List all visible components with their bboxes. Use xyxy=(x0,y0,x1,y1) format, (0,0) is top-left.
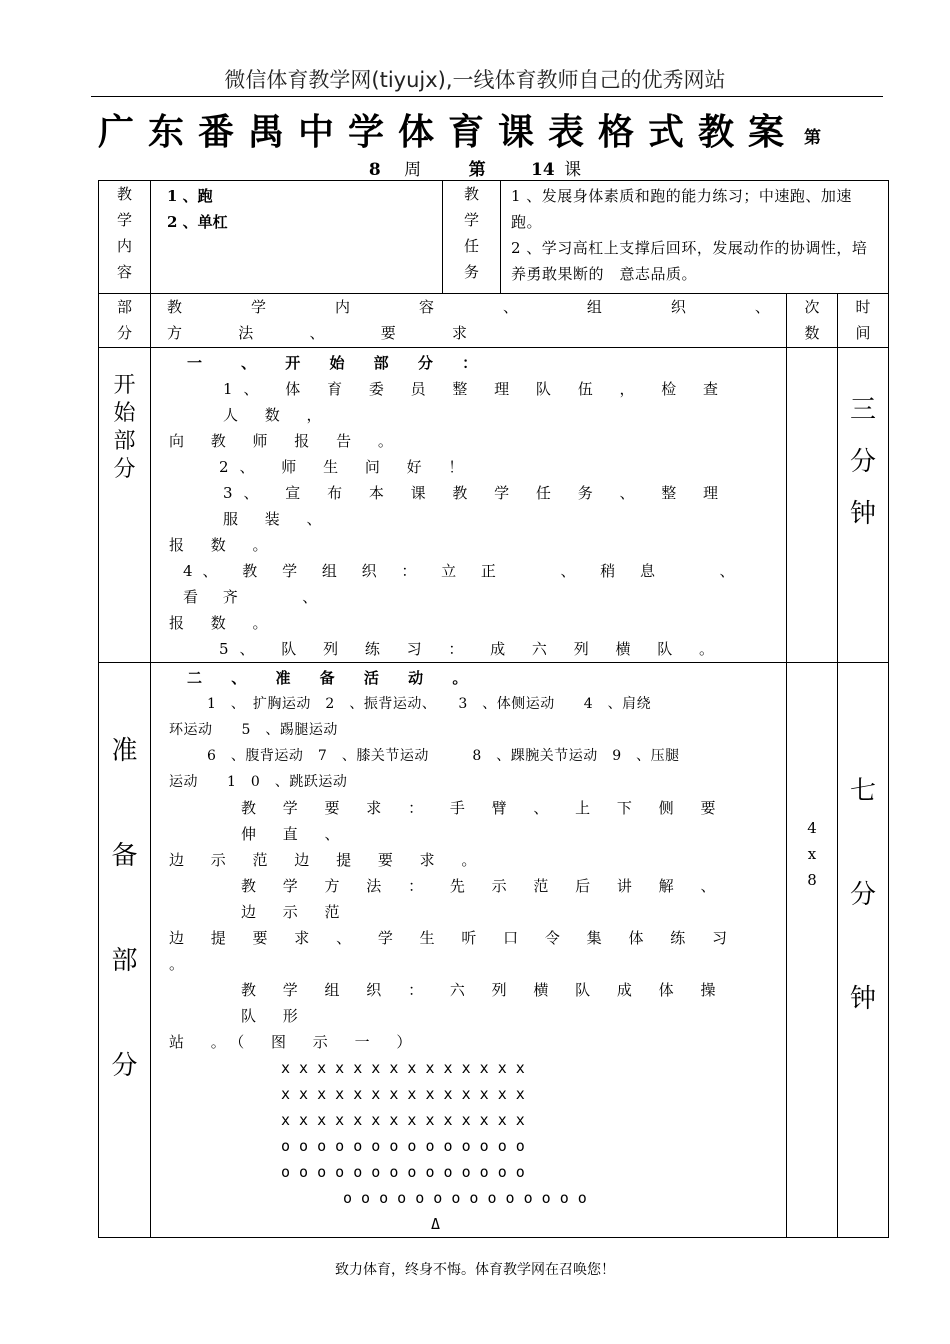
col-count-char: 数 xyxy=(804,324,820,342)
task-label-char: 务 xyxy=(463,263,479,281)
exercise-line: 1 、 扩胸运动 2 、振背运动、 3 、体侧运动 4 、肩绕 xyxy=(207,696,652,712)
page-footer: 致力体育，终身不悔。体育教学网在召唤您！ xyxy=(335,1262,615,1278)
section1-line: 4、 教 学 组 织 ： 立 正 、 稍 息 、 看 齐 、 xyxy=(183,562,745,606)
col-content-char: 、 xyxy=(502,298,518,316)
col-time-cell xyxy=(838,294,889,348)
section1-line: 报 数 。 xyxy=(169,614,279,632)
exercise-line: 运动 1 0 、跳跃运动 xyxy=(169,774,348,790)
col-content-char: 方 xyxy=(167,324,183,342)
section1-time-char: 钟 xyxy=(850,499,877,529)
col-count-cell xyxy=(787,294,838,348)
col-content-char: 组 xyxy=(586,298,602,316)
task-label-char: 任 xyxy=(463,237,479,255)
section2-label xyxy=(99,663,150,1119)
col-content-line2 xyxy=(167,320,467,346)
col-time-header xyxy=(838,294,888,346)
section1-content xyxy=(151,348,786,662)
section1-label-char: 部 xyxy=(113,429,136,454)
task-label-char: 学 xyxy=(463,211,479,229)
col-content-char: 、 xyxy=(754,298,770,316)
exercise-line: 6 、腹背运动 7 、膝关节运动 8 、踝腕关节运动 9 、压腿 xyxy=(207,748,680,764)
section1-time-char: 分 xyxy=(850,447,877,477)
lesson-number: 14 xyxy=(530,160,555,180)
section1-lines xyxy=(169,376,768,662)
content-label-char: 容 xyxy=(116,263,132,281)
task-item: 2 、学习高杠上支撑后回环，发展动作的协调性，培养勇敢果断的 意志品质。 xyxy=(511,239,868,283)
formation-row: x x x x x x x x x x x x x x xyxy=(281,1085,525,1103)
task-item: 1 、发展身体素质和跑的能力练习；中速跑、加速跑。 xyxy=(511,187,852,231)
formation-row: x x x x x x x x x x x x x x xyxy=(281,1059,525,1077)
section2-time-char: 七 xyxy=(850,776,877,806)
section1-content-cell xyxy=(151,348,787,663)
formation-row: Δ xyxy=(431,1215,441,1233)
header-rule xyxy=(91,96,883,97)
col-content-line1 xyxy=(167,294,770,320)
content-label xyxy=(99,181,150,285)
section2-time-char: 分 xyxy=(850,880,877,910)
row-column-headers xyxy=(99,294,889,348)
section1-label xyxy=(99,348,150,484)
content-label-char: 内 xyxy=(116,237,132,255)
task-list xyxy=(501,181,888,289)
col-count-header xyxy=(787,294,837,346)
document-title xyxy=(98,104,878,155)
section1-count-cell xyxy=(787,348,838,663)
col-content-char: 学 xyxy=(250,298,266,316)
formation-row: o o o o o o o o o o o o o o xyxy=(343,1189,587,1207)
col-count-char: 次 xyxy=(804,298,820,316)
section2-time-char: 钟 xyxy=(850,984,877,1014)
tasks-cell xyxy=(501,181,889,294)
col-time-char: 间 xyxy=(855,324,871,342)
content-items-cell xyxy=(151,181,443,294)
section1-line: 向 教 师 报 告 。 xyxy=(169,432,404,450)
section2-lines xyxy=(169,795,768,1055)
section2-line: 边 示 范 边 提 要 求 。 xyxy=(169,851,488,869)
section1-line: 2、 师 生 问 好 ！ xyxy=(219,458,475,476)
section2-line: 教 学 方 法 ： 先 示 范 后 讲 解 、 边 示 范 xyxy=(241,877,727,921)
col-content-char: 容 xyxy=(418,298,434,316)
section2-time-cell xyxy=(838,663,889,1238)
col-content-header xyxy=(151,294,786,346)
content-label-cell xyxy=(99,181,151,294)
section1-time xyxy=(838,348,888,540)
section2-label-char: 准 xyxy=(111,736,138,766)
content-items xyxy=(151,181,442,237)
formation-row: x x x x x x x x x x x x x x xyxy=(281,1111,525,1129)
section1-line: 报 数 。 xyxy=(169,536,279,554)
content-item: 1 、跑 xyxy=(167,187,213,205)
section2-count-char: 8 xyxy=(807,871,817,889)
col-content-char: 织 xyxy=(670,298,686,316)
section1-label-char: 始 xyxy=(113,401,136,426)
section1-time-cell xyxy=(838,348,889,663)
section1-heading: 一 、 开 始 部 分 ： xyxy=(187,354,490,372)
row-section-warmup xyxy=(99,663,889,1238)
exercise-line: 环运动 5 、踢腿运动 xyxy=(169,722,338,738)
formation-diagram xyxy=(169,1055,768,1237)
section1-line: 1、 体 育 委 员 整 理 队 伍 ， 检 查 人 数 ， xyxy=(223,380,729,424)
content-label-char: 学 xyxy=(116,211,132,229)
section2-count xyxy=(787,663,837,893)
task-label-char: 教 xyxy=(463,185,479,203)
col-content-char: 法 xyxy=(238,324,254,342)
content-item: 2 、单杠 xyxy=(167,213,228,231)
section1-label-char: 开 xyxy=(113,373,136,398)
title-suffix: 第 xyxy=(804,127,822,148)
section1-time-char: 三 xyxy=(850,395,877,425)
di-label: 第 xyxy=(468,160,486,180)
row-content-tasks xyxy=(99,181,889,294)
col-part-char: 分 xyxy=(116,324,132,342)
lesson-subtitle xyxy=(0,155,950,180)
col-content-char: 教 xyxy=(167,298,183,316)
lesson-plan-table xyxy=(98,180,889,1238)
section1-label-cell xyxy=(99,348,151,663)
lesson-label: 课 xyxy=(564,160,582,180)
section2-heading: 二 、 准 备 活 动 。 xyxy=(187,669,480,687)
formation-row: o o o o o o o o o o o o o o xyxy=(281,1163,525,1181)
content-label-char: 教 xyxy=(116,185,132,203)
section2-content-cell xyxy=(151,663,787,1238)
row-section-start xyxy=(99,348,889,663)
section2-count-char: x xyxy=(807,845,817,863)
col-content-char: 要 xyxy=(380,324,396,342)
section2-time xyxy=(838,663,888,1051)
col-content-char: 求 xyxy=(451,324,467,342)
section2-line: 边 提 要 求 、 学 生 听 口 令 集 体 练 习 。 xyxy=(169,929,738,973)
col-content-cell xyxy=(151,294,787,348)
task-label xyxy=(443,181,500,285)
col-part-cell xyxy=(99,294,151,348)
col-content-char: 内 xyxy=(334,298,350,316)
title-main: 广东番禺中学体育课表格式教案 xyxy=(98,111,799,153)
col-part-header xyxy=(99,294,150,346)
section1-line: 3、 宣 布 本 课 教 学 任 务 、 整 理 服 装 、 xyxy=(223,484,729,528)
section2-count-char: 4 xyxy=(807,819,817,837)
section2-line: 教 学 组 织 ： 六 列 横 队 成 体 操 队 形 xyxy=(241,981,727,1025)
formation-row: o o o o o o o o o o o o o o xyxy=(281,1137,525,1155)
col-time-char: 时 xyxy=(855,298,871,316)
col-content-char: 、 xyxy=(309,324,325,342)
week-label: 周 xyxy=(404,160,422,180)
section2-count-cell xyxy=(787,663,838,1238)
col-part-char: 部 xyxy=(116,298,132,316)
site-header: 微信体育教学网(tiyujx),一线体育教师自己的优秀网站 xyxy=(224,68,726,92)
section1-label-char: 分 xyxy=(113,457,136,482)
section2-line: 站 。（ 图 示 一 ） xyxy=(169,1033,423,1051)
section2-line: 教 学 要 求 ： 手 臂 、 上 下 侧 要 伸 直 、 xyxy=(241,799,727,843)
week-number: 8 xyxy=(368,160,381,180)
section1-line: 5、 队 列 练 习 ： 成 六 列 横 队 。 xyxy=(219,640,725,658)
section2-label-cell xyxy=(99,663,151,1238)
section2-content xyxy=(151,663,786,1237)
task-label-cell xyxy=(443,181,501,294)
section2-label-char: 分 xyxy=(111,1051,138,1081)
section2-label-char: 备 xyxy=(111,841,138,871)
section2-label-char: 部 xyxy=(111,946,138,976)
section2-exercises xyxy=(169,691,768,795)
